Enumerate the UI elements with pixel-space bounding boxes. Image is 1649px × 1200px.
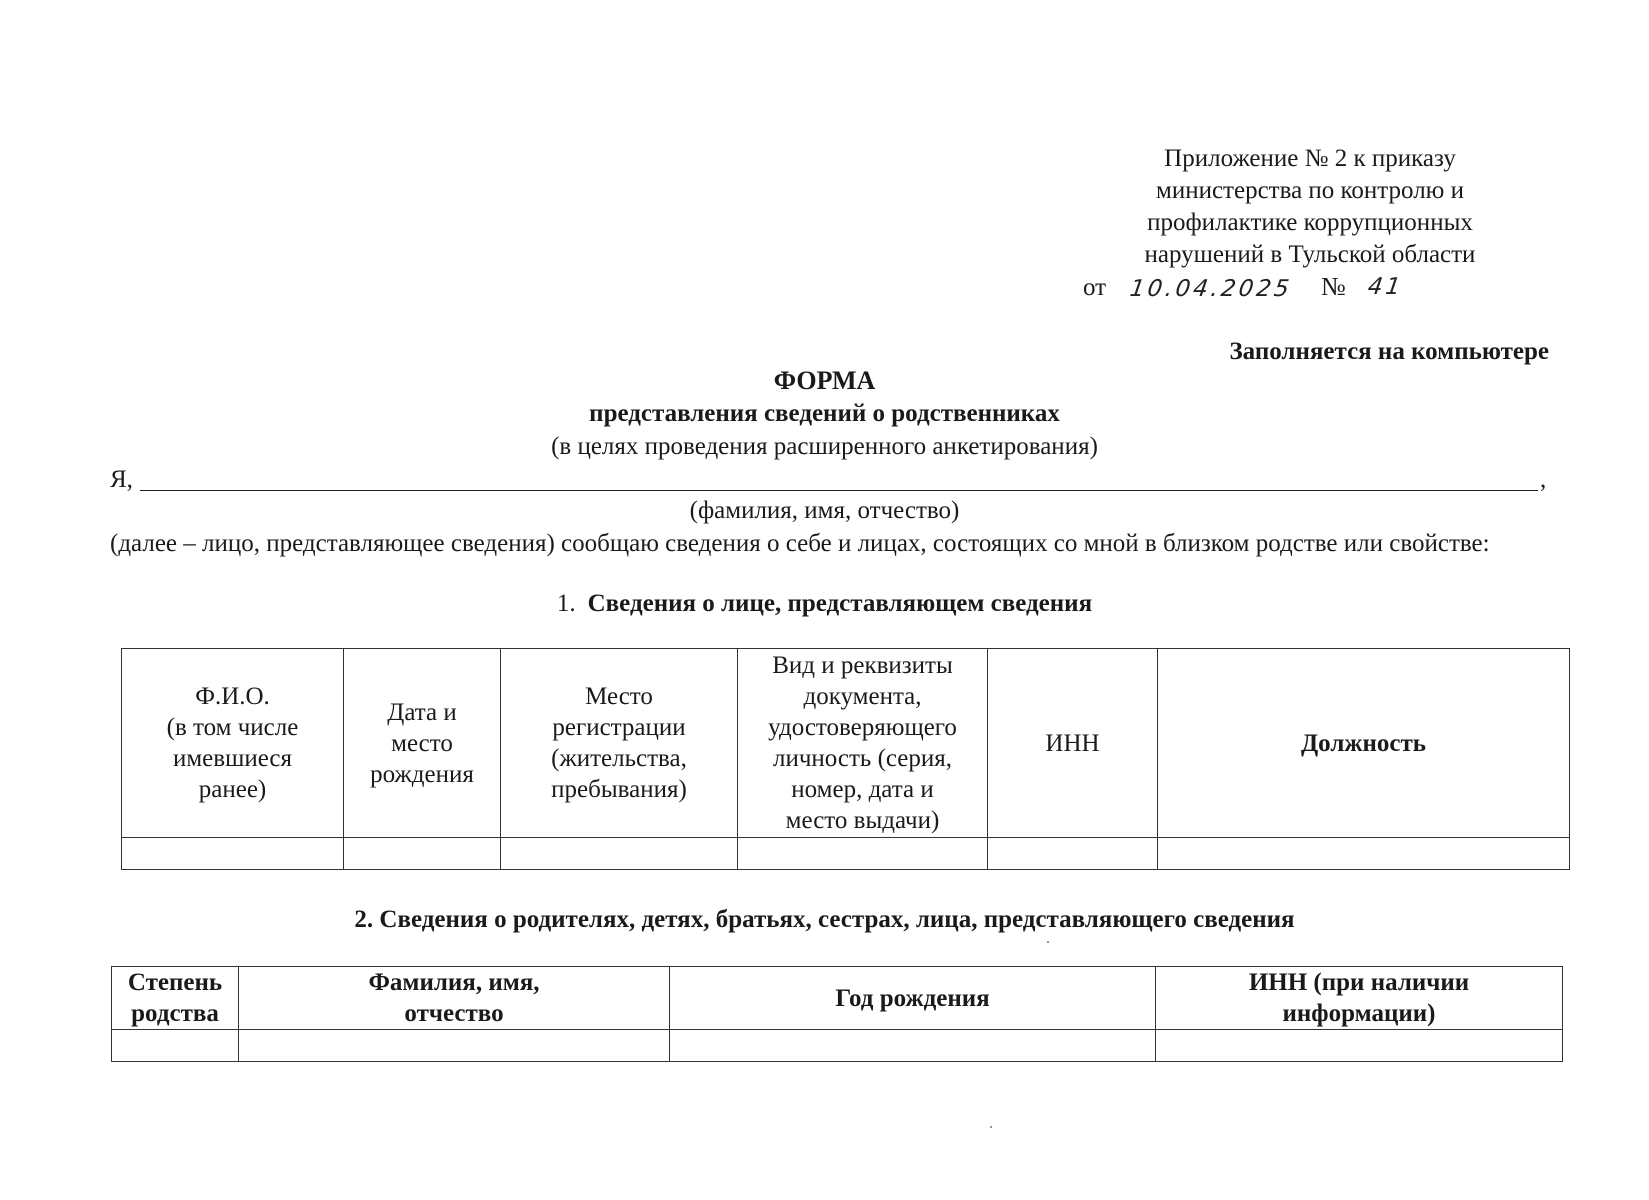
table-header-row xyxy=(122,649,1570,838)
col-header-full-name: Фамилия, имя, отчество xyxy=(239,967,670,1030)
ya-label: Я, xyxy=(110,466,133,493)
order-prefix: от xyxy=(1083,274,1107,301)
col-header-birth: Дата и место рождения xyxy=(344,649,501,838)
appendix-block xyxy=(1115,143,1505,271)
intro-paragraph: (далее – лицо, представляющее сведения) сообщаю сведения о себе и лицах, состоящих со мной в близком родстве или свойстве: xyxy=(110,530,1490,557)
cell-id-document[interactable] xyxy=(738,838,988,870)
section1-title: Сведения о лице, представляющем сведения xyxy=(587,590,1093,617)
form-subtitle: представления сведений о родственниках xyxy=(589,400,1060,427)
col-header-position: Должность xyxy=(1158,649,1570,838)
scan-speck xyxy=(1047,941,1049,943)
section1-number: 1. xyxy=(556,590,576,617)
col-header-birth-year: Год рождения xyxy=(670,967,1156,1030)
cell-full-name[interactable] xyxy=(239,1030,670,1062)
section2-heading: 2. Сведения о родителях, детях, братьях, сестрах, лица, представляющего сведения xyxy=(354,906,1295,933)
cell-birth[interactable] xyxy=(344,838,501,870)
appendix-line-3: профилактике коррупционных xyxy=(1147,209,1473,236)
appendix-line-2: министерства по контролю и xyxy=(1156,177,1464,204)
cell-fio[interactable] xyxy=(122,838,344,870)
table-row xyxy=(122,838,1570,870)
table-header-row xyxy=(112,967,1563,1030)
col-header-fio: Ф.И.О. (в том числе имевшиеся ранее) xyxy=(122,649,344,838)
cell-relation[interactable] xyxy=(112,1030,239,1062)
scan-speck xyxy=(990,1126,992,1128)
cell-inn[interactable] xyxy=(988,838,1158,870)
appendix-line-4: нарушений в Тульской области xyxy=(1144,241,1476,268)
form-title: ФОРМА xyxy=(773,366,876,395)
order-number-sign: № xyxy=(1321,272,1346,301)
personal-info-table xyxy=(121,648,1570,870)
full-name-blank-line[interactable] xyxy=(140,490,1538,491)
col-header-relation: Степень родства xyxy=(112,967,239,1030)
order-date-handwritten: 10.04.2025 xyxy=(1128,276,1294,302)
relatives-table xyxy=(111,966,1563,1062)
ya-comma: , xyxy=(1540,466,1547,493)
table-row xyxy=(112,1030,1563,1062)
col-header-id-document: Вид и реквизиты документа, удостоверяющего личность (серия, номер, дата и место выдачи) xyxy=(738,649,988,838)
fill-note: Заполняется на компьютере xyxy=(1229,338,1549,365)
col-header-inn-optional: ИНН (при наличии информации) xyxy=(1156,967,1563,1030)
appendix-line-1: Приложение № 2 к приказу xyxy=(1164,145,1456,172)
col-header-registration: Место регистрации (жительства, пребывания) xyxy=(501,649,738,838)
cell-inn-optional[interactable] xyxy=(1156,1030,1563,1062)
form-purpose: (в целях проведения расширенного анкетирования) xyxy=(551,433,1098,460)
section1-heading xyxy=(0,590,1649,618)
full-name-caption: (фамилия, имя, отчество) xyxy=(689,497,960,524)
cell-position[interactable] xyxy=(1158,838,1570,870)
cell-registration[interactable] xyxy=(501,838,738,870)
col-header-inn: ИНН xyxy=(988,649,1158,838)
cell-birth-year[interactable] xyxy=(670,1030,1156,1062)
order-number-handwritten: 41 xyxy=(1366,274,1406,300)
order-reference xyxy=(1083,272,1503,308)
